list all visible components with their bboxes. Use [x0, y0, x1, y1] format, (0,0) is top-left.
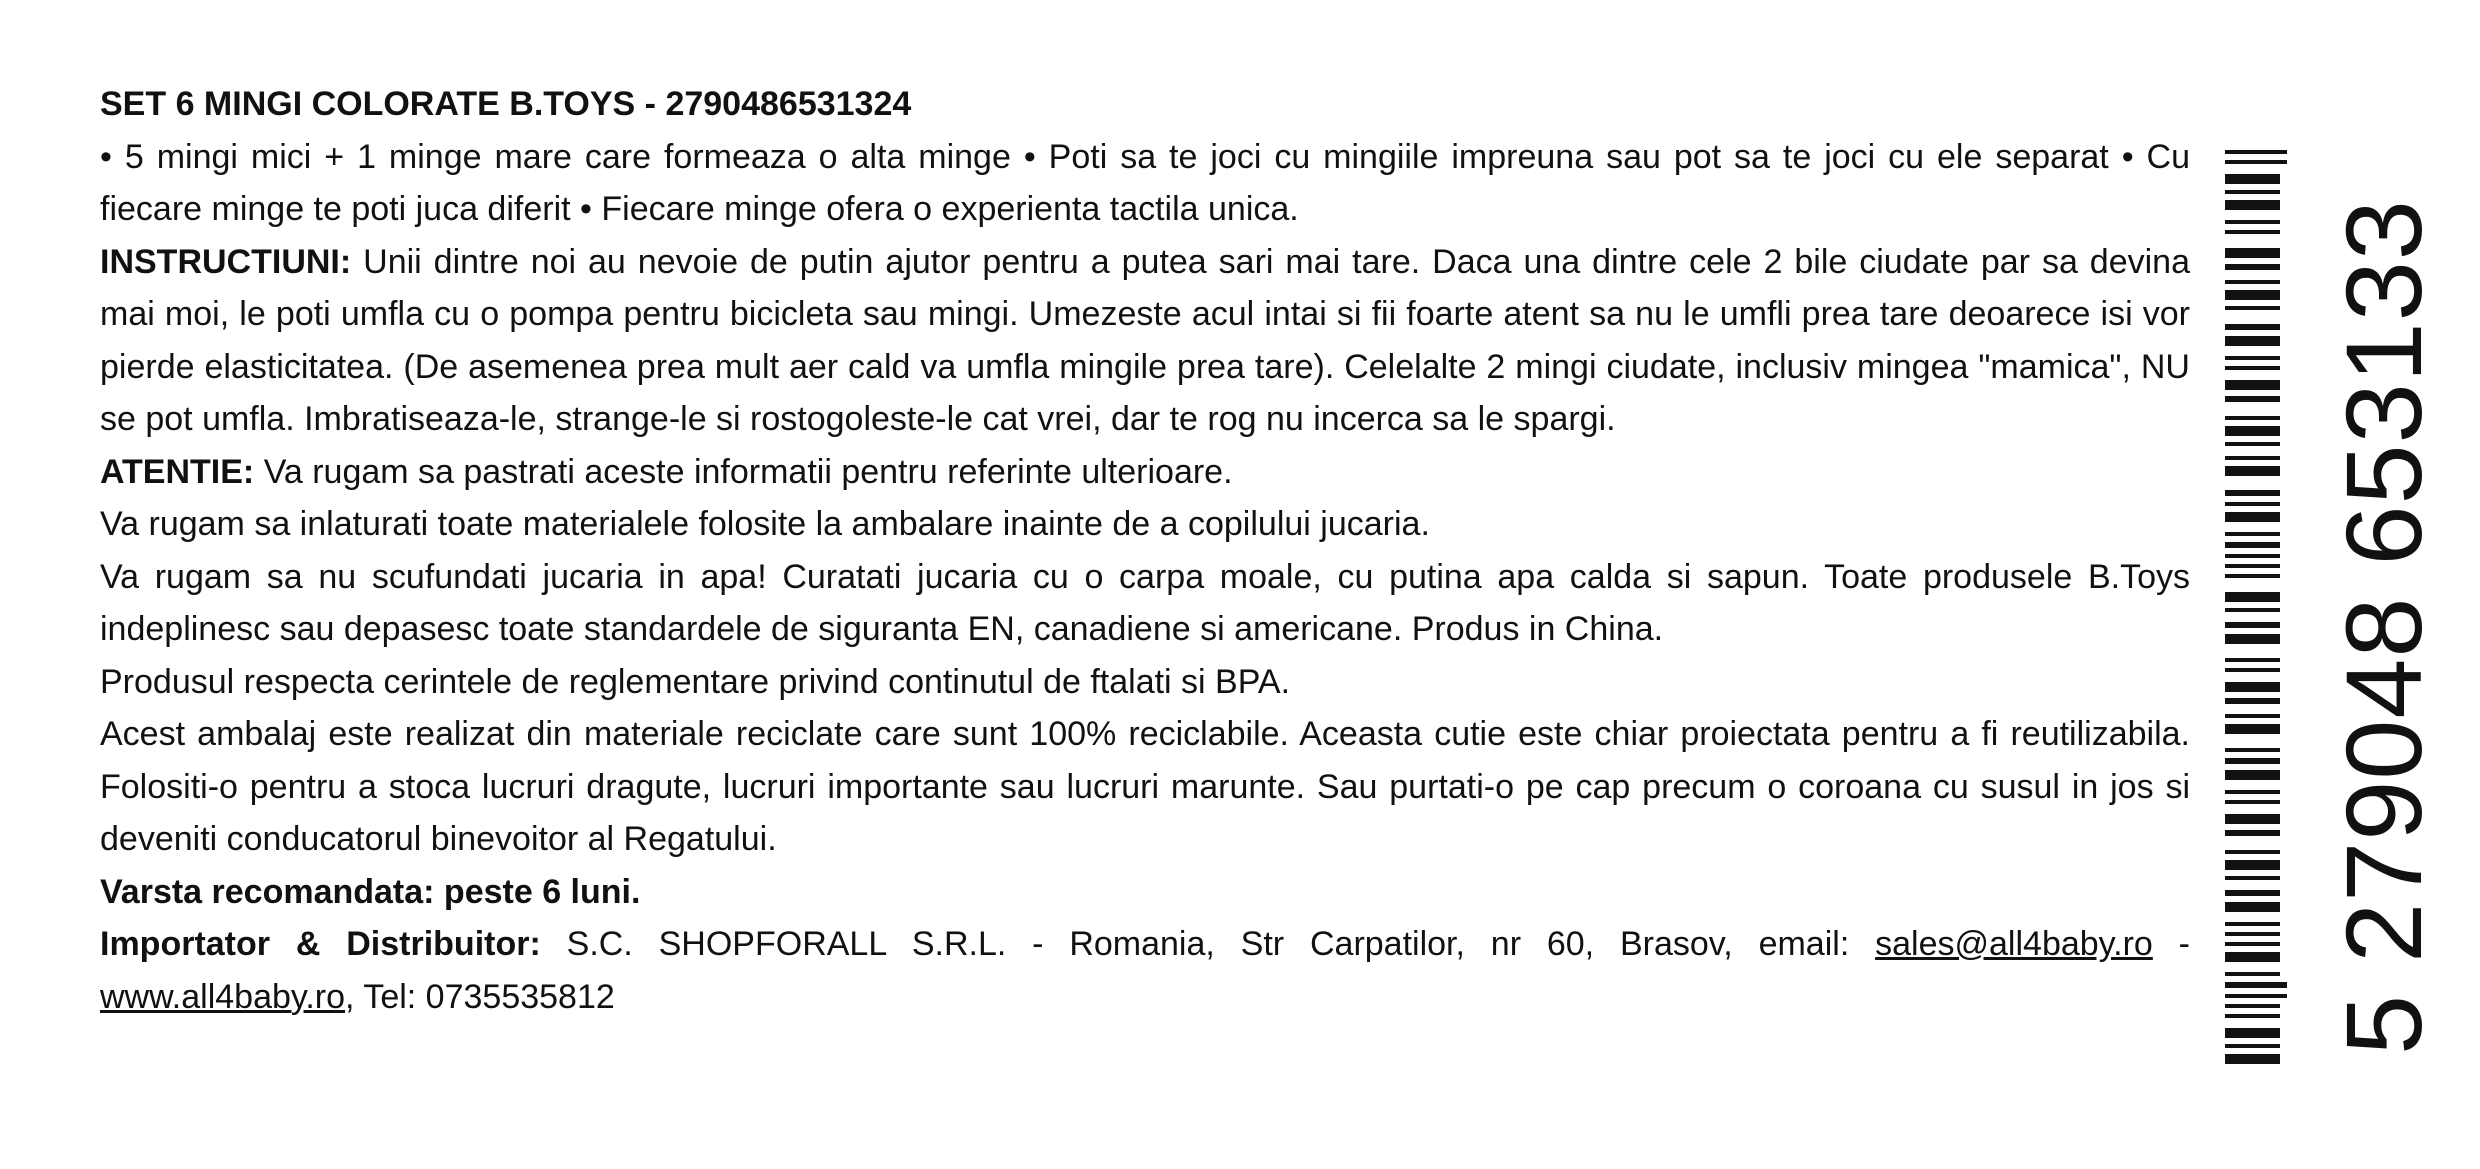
importer-label: Importator & Distribuitor: — [100, 925, 541, 963]
barcode-bar — [2225, 324, 2280, 330]
barcode-bar — [2225, 714, 2280, 718]
product-title: SET 6 MINGI COLORATE B.TOYS - 2790486531324 — [100, 85, 912, 123]
barcode-bar — [2225, 306, 2280, 310]
instructions-paragraph — [100, 236, 2190, 446]
care-paragraph: Va rugam sa nu scufundati jucaria in apa! Curatati jucaria cu o carpa moale, cu putina apa calda si sapun. Toate produsele B.Toys indeplinesc sau depasesc toate standardele de siguranta EN, canadiene si americane. Produs in China. — [100, 557, 2190, 648]
barcode-bar — [2225, 724, 2280, 734]
barcode-bar — [2225, 416, 2280, 420]
barcode-bar — [2225, 790, 2280, 794]
barcode-bar — [2225, 748, 2280, 752]
barcode-bar — [2225, 200, 2280, 210]
website-link[interactable]: www.all4baby.ro — [100, 977, 346, 1016]
barcode-bar — [2225, 902, 2280, 912]
barcode-bar — [2225, 554, 2280, 558]
barcode-bar — [2225, 800, 2280, 804]
barcode-bar — [2225, 574, 2280, 578]
importer-phone: , Tel: 0735535812 — [345, 977, 615, 1016]
importer-separator: - — [2152, 925, 2190, 963]
barcode-bar — [2225, 366, 2280, 370]
barcode-bar — [2225, 698, 2280, 704]
barcode-bar — [2225, 932, 2280, 936]
barcode-bar — [2225, 758, 2280, 764]
barcode-bar — [2225, 982, 2287, 988]
barcode-bar — [2225, 532, 2280, 536]
packaging-paragraph: Acest ambalaj este realizat din materiale reciclate care sunt 100% reciclabile. Aceasta cutie este chiar proiectata pentru a fi reutilizabila. Folositi-o pentru a stoca lucruri dragute, lucruri importante sau lucruri marunte. Sau purtati-o pe cap precum o coroana cu susul in jos si deveniti conducatorul binevoitor al Regatului. — [100, 715, 2190, 858]
age-recommendation: Varsta recomandata: peste 6 luni. — [100, 872, 641, 911]
barcode-bar — [2225, 830, 2280, 836]
barcode-bar — [2225, 634, 2280, 644]
barcode-bar — [2225, 248, 2280, 258]
barcode-bar — [2225, 890, 2280, 896]
barcode-bar — [2225, 220, 2280, 224]
instructions-text: Unii dintre noi au nevoie de putin ajutor pentru a putea sari mai tare. Daca una dintre cele 2 bile ciudate par sa devina mai moi, le poti umfla cu o pompa pentru bicicleta sau mingi. Umezeste acul intai si fii foarte atent sa nu le umfli prea tare deoarece isi vor pierde elasticitatea. (De asemenea prea mult aer cald va umfla mingile prea tare). Celelalte 2 mingi ciudate, inclusiv mingea "mamica", NU se pot umfla. Imbratiseaza-le, strange-le si rostogoleste-le cat vrei, dar te rog nu incerca sa le spargi. — [100, 242, 2190, 438]
barcode-bar — [2225, 682, 2280, 692]
barcode-bar — [2225, 280, 2280, 284]
barcode-bar — [2225, 814, 2280, 824]
barcode-bar — [2225, 1014, 2280, 1018]
barcode-bar — [2225, 336, 2280, 346]
barcode-digits: 5 279048 653133 — [2323, 199, 2444, 1055]
barcode-bar — [2225, 668, 2280, 672]
barcode-bar — [2225, 290, 2280, 300]
warning-label: ATENTIE: — [100, 452, 255, 491]
barcode-bar — [2225, 396, 2280, 402]
barcode-bar — [2225, 972, 2280, 976]
barcode-bar — [2225, 190, 2280, 194]
barcode-bar — [2225, 542, 2280, 548]
barcode-bar — [2225, 502, 2280, 506]
remove-packaging-paragraph: Va rugam sa inlaturati toate materialele folosite la ambalare inainte de a copilului jucaria. — [100, 505, 1430, 543]
importer-text: S.C. SHOPFORALL S.R.L. - Romania, Str Carpatilor, nr 60, Brasov, email: — [540, 925, 1876, 963]
barcode-bar — [2225, 658, 2280, 662]
barcode-bar — [2225, 174, 2280, 184]
barcode-bar — [2225, 770, 2280, 780]
barcode-bar — [2225, 1004, 2280, 1008]
barcode-bar — [2225, 442, 2280, 446]
barcode-bar — [2225, 490, 2280, 496]
barcode-bar — [2225, 922, 2280, 926]
warning-paragraph — [100, 446, 2190, 499]
barcode-bar — [2225, 160, 2287, 164]
barcode-bar — [2225, 1028, 2280, 1038]
label-text — [100, 78, 2190, 1023]
barcode-bar — [2225, 942, 2280, 946]
barcode-bar — [2225, 876, 2280, 880]
instructions-label: INSTRUCTIUNI: — [100, 242, 352, 281]
barcode-bar — [2225, 1044, 2280, 1048]
warning-text: Va rugam sa pastrati aceste informatii pentru referinte ulterioare. — [254, 452, 1233, 491]
barcode-bar — [2225, 622, 2280, 628]
barcode-bar — [2225, 426, 2280, 436]
barcode-bar — [2225, 264, 2280, 270]
barcode-bar — [2225, 512, 2280, 522]
barcode-bar — [2225, 592, 2280, 602]
barcode-bar — [2225, 1054, 2280, 1064]
barcode-bar — [2225, 850, 2280, 854]
barcode-bar — [2225, 860, 2280, 870]
importer-paragraph — [100, 918, 2190, 1023]
barcode-bar — [2225, 608, 2280, 612]
barcode-bar — [2225, 230, 2280, 234]
barcode-bar — [2225, 380, 2280, 390]
barcode-bar — [2225, 356, 2280, 360]
email-link[interactable]: sales@all4baby.ro — [1875, 925, 2153, 963]
barcode-bar — [2225, 564, 2280, 568]
barcode-bar — [2225, 952, 2280, 962]
product-features: • 5 mingi mici + 1 minge mare care formeaza o alta minge • Poti sa te joci cu mingiile impreuna sau pot sa te joci cu ele separat • Cu fiecare minge te poti juca diferit • Fiecare minge ofera o experienta tactila unica. — [100, 137, 2190, 228]
barcode-bar — [2225, 456, 2280, 460]
barcode-bar — [2225, 466, 2280, 476]
compliance-paragraph: Produsul respecta cerintele de reglementare privind continutul de ftalati si BPA. — [100, 662, 1291, 701]
barcode-bar — [2225, 994, 2287, 998]
barcode-bar — [2225, 150, 2287, 154]
